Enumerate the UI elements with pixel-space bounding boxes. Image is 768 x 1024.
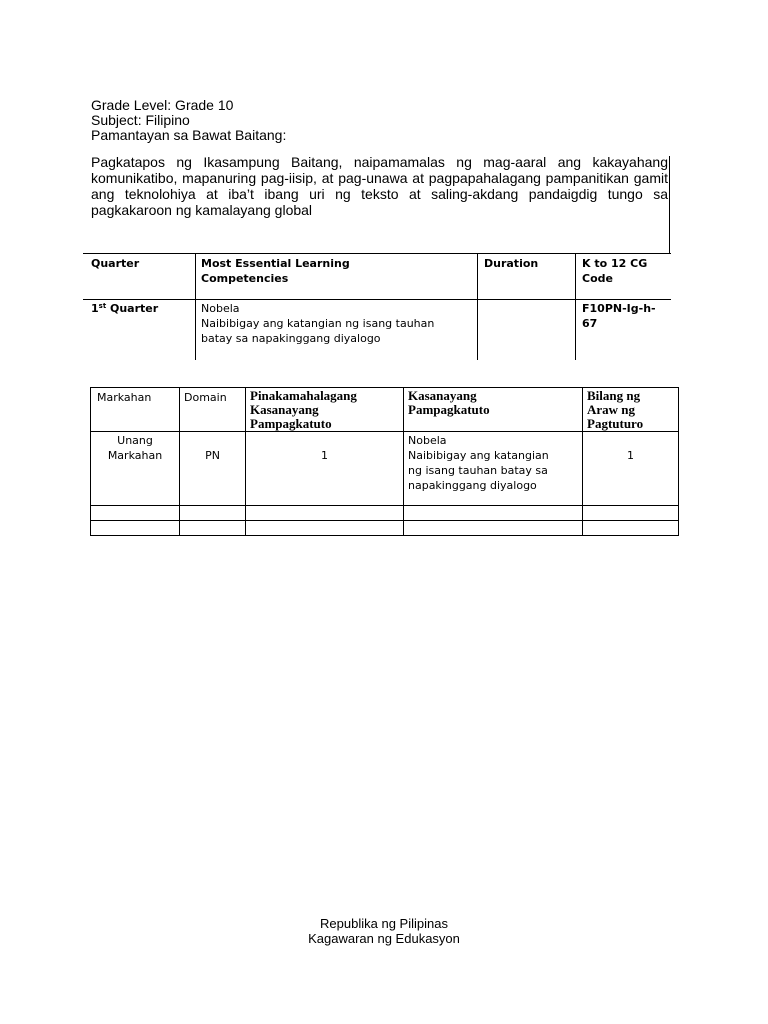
empty-cell [583,521,679,536]
melc-value [201,301,434,346]
column-divider [195,253,196,360]
footer-department: Kagawaran ng Edukasyon [308,931,460,946]
header-line: Araw ng [587,402,636,417]
header-melc [201,256,350,286]
domain-value: PN [180,432,246,506]
table-row [91,432,679,506]
header-melc-line: Competencies [201,272,289,285]
markahan-line: Unang [117,434,153,447]
empty-cell [180,506,246,521]
code-line: 67 [582,317,598,330]
quarter-word: Quarter [106,302,159,315]
table-row [91,521,679,536]
kasanayang-value [404,432,583,506]
quarter-value [91,301,158,316]
empty-cell [91,521,180,536]
empty-cell [583,506,679,521]
quarter-number: 1 [91,302,99,315]
empty-cell [180,521,246,536]
kasanayang-line: napakinggang diyalogo [408,479,537,492]
melc-line: batay sa napakinggang diyalogo [201,332,381,345]
empty-cell [246,506,404,521]
bilang-value: 1 [583,432,679,506]
code-line: F10PN-Ig-h- [582,302,656,315]
header-quarter: Quarter [91,257,140,270]
header-line: Kasanayang [250,402,319,417]
pinakamahalagang-value: 1 [246,432,404,506]
header-line: Bilang ng [587,388,641,403]
document-header [91,98,286,143]
empty-cell [91,506,180,521]
statement-border [669,156,670,253]
subject: Subject: Filipino [91,112,190,128]
markahan-table [90,387,679,536]
grade-level-standard-text: Pagkatapos ng Ikasampung Baitang, naipamamalas ng mag-aaral ang kakayahang komunikatibo, mapanuring pag-iisip, at pag-unawa at pagpapahalagang pampanitikan gamit ang teknolohiya at iba’t ibang uri ng teksto at saling-akdang pandaigdig tungo sa pagkakaroon ng kamalayang global [91,154,668,218]
footer-republic: Republika ng Pilipinas [320,916,448,931]
kasanayang-line: Naibibigay ang katangian [408,449,549,462]
header-line: Pampagkatuto [250,416,332,431]
melc-line: Naibibigay ang katangian ng isang tauhan [201,317,435,330]
header-duration: Duration [484,257,539,270]
header-markahan: Markahan [91,388,180,432]
markahan-value [91,432,180,506]
table-header-row [91,388,679,432]
header-line: Kasanayang [408,388,477,403]
header-line: Pinakamahalagang [250,388,357,403]
empty-cell [404,506,583,521]
header-cg-code [582,256,647,286]
header-melc-line: Most Essential Learning [201,257,350,270]
cg-code-value [582,301,656,331]
markahan-line: Markahan [107,449,163,462]
empty-cell [246,521,404,536]
header-domain: Domain [180,388,246,432]
kasanayang-title: Nobela [408,434,447,447]
quarter-ordinal: st [98,302,107,310]
header-line: Pagtuturo [587,416,644,431]
document-footer [0,916,768,946]
table-rule [83,253,671,254]
header-code-line: Code [582,272,613,285]
grade-level: Grade Level: Grade 10 [91,97,234,113]
header-kasanayang [404,388,583,432]
column-divider [477,253,478,360]
header-bilang [583,388,679,432]
header-code-line: K to 12 CG [582,257,648,270]
empty-cell [404,521,583,536]
melc-title: Nobela [201,302,240,315]
standard-label: Pamantayan sa Bawat Baitang: [91,127,287,143]
melc-table [83,253,671,361]
column-divider [575,253,576,360]
header-line: Pampagkatuto [408,402,490,417]
table-rule [83,299,671,300]
header-pinakamahalagang [246,388,404,432]
kasanayang-line: ng isang tauhan batay sa [408,464,548,477]
table-row [91,506,679,521]
